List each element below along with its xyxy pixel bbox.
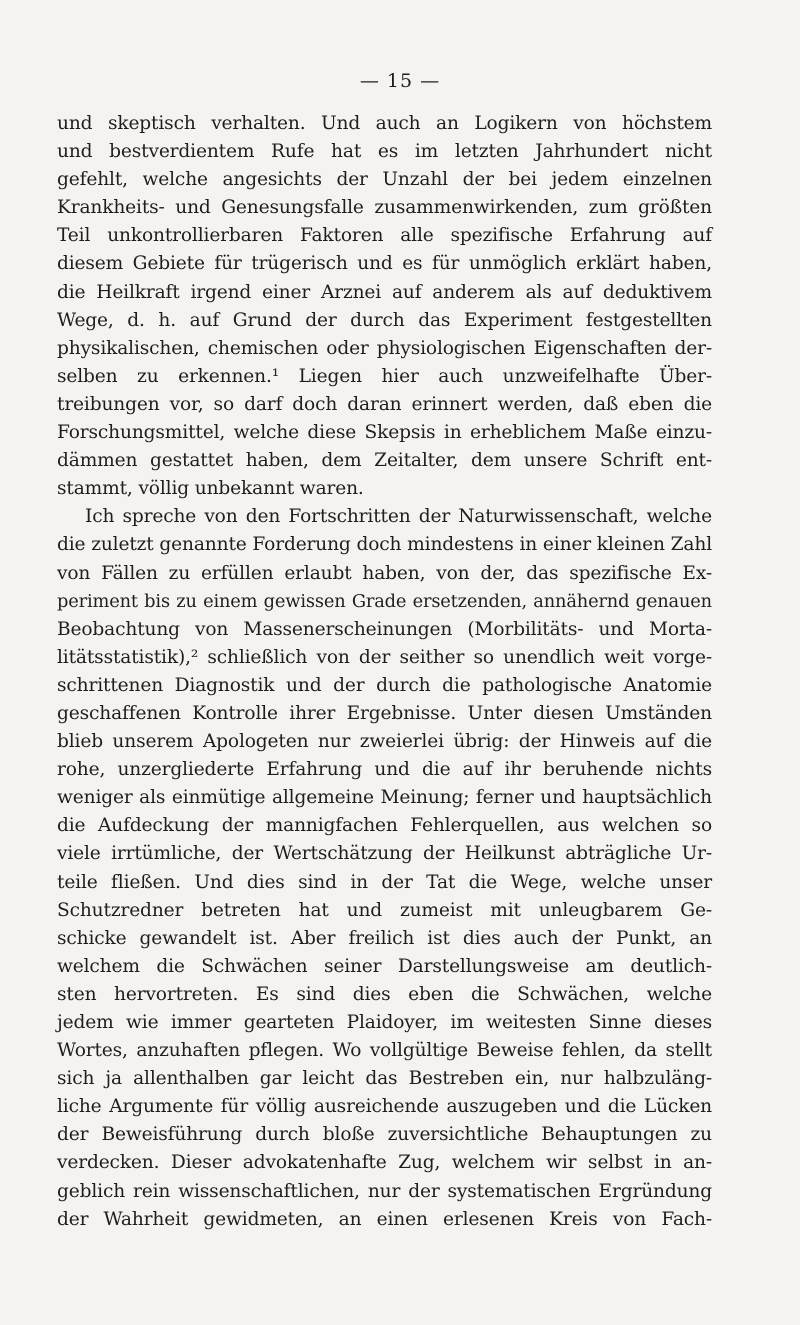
text-line: blieb unserem Apologeten nur zweierlei übrig: der Hinweis auf die [57, 731, 712, 753]
text-line: die zuletzt genannte Forderung doch mindestens in einer kleinen Zahl [57, 534, 712, 556]
text-line: der Beweisführung durch bloße zuversichtliche Behauptungen zu [57, 1124, 712, 1146]
text-line: teile fließen. Und dies sind in der Tat die Wege, welche unser [57, 871, 712, 893]
text-line: sich ja allenthalben gar leicht das Bestreben ein, nur halbzuläng- [57, 1068, 712, 1090]
text-line: geschaffenen Kontrolle ihrer Ergebnisse. Unter diesen Umständen [57, 702, 712, 724]
text-line: litätsstatistik),² schließlich von der seither so unendlich weit vorge- [57, 646, 712, 668]
text-line: geblich rein wissenschaftlichen, nur der systematischen Ergründung [57, 1180, 712, 1202]
text-line: rohe, unzergliederte Erfahrung und die auf ihr beruhende nichts [57, 759, 712, 781]
text-line: jedem wie immer gearteten Plaidoyer, im weitesten Sinne dieses [57, 1012, 712, 1033]
text-line: sten hervortreten. Es sind dies eben die Schwächen, welche [57, 983, 712, 1005]
text-line: welchem die Schwächen seiner Darstellungsweise am deutlich- [57, 955, 712, 977]
text-line: viele irrtümliche, der Wertschätzung der Heilkunst abträgliche Ur- [57, 843, 712, 865]
text-line: der Wahrheit gewidmeten, an einen erlesenen Kreis von Fach- [57, 1208, 712, 1230]
text-line: Schutzredner betreten hat und zumeist mit unleugbarem Ge- [57, 899, 712, 921]
text-line: stammt, völlig unbekannt waren. [57, 478, 364, 500]
text-line: Forschungsmittel, welche diese Skepsis in erheblichem Maße einzu- [57, 422, 712, 444]
text-line: dämmen gestattet haben, dem Zeitalter, dem unsere Schrift ent- [57, 450, 712, 472]
text-line: periment bis zu einem gewissen Grade ersetzenden, annähernd genauen [57, 590, 712, 612]
text-line: die Heilkraft irgend einer Arznei auf anderem als auf deduktivem [57, 281, 712, 303]
text-line: Beobachtung von Massenerscheinungen (Morbilitäts- und Morta- [57, 618, 712, 640]
text-line: schrittenen Diagnostik und der durch die pathologische Anatomie [57, 674, 712, 696]
page-number: — 15 — [359, 70, 441, 92]
text-line: Teil unkontrollierbaren Faktoren alle spezifische Erfahrung auf [57, 225, 712, 247]
text-line: und bestverdientem Rufe hat es im letzten Jahrhundert nicht [57, 141, 712, 163]
text-line: weniger als einmütige allgemeine Meinung; ferner und hauptsächlich [57, 787, 712, 809]
text-line: Wege, d. h. auf Grund der durch das Experiment festgestellten [57, 309, 712, 331]
text-line: Wortes, anzuhaften pflegen. Wo vollgültige Beweise fehlen, da stellt [57, 1040, 712, 1062]
text-line: die Aufdeckung der mannigfachen Fehlerquellen, aus welchen so [57, 815, 712, 837]
text-line: physikalischen, chemischen oder physiologischen Eigenschaften der- [57, 337, 712, 359]
text-line: von Fällen zu erfüllen erlaubt haben, von der, das spezifische Ex- [57, 562, 712, 584]
text-line: und skeptisch verhalten. Und auch an Logikern von höchstem [57, 113, 712, 134]
body-text [57, 110, 712, 1234]
text-line: Krankheits- und Genesungsfalle zusammenwirkenden, zum größten [57, 197, 712, 219]
text-line: diesem Gebiete für trügerisch und es für unmöglich erklärt haben, [57, 253, 712, 275]
text-line: gefehlt, welche angesichts der Unzahl der bei jedem einzelnen [57, 169, 712, 191]
text-line: schicke gewandelt ist. Aber freilich ist dies auch der Punkt, an [57, 927, 712, 949]
text-line: treibungen vor, so darf doch daran erinnert werden, daß eben die [57, 393, 712, 415]
text-line: verdecken. Dieser advokatenhafte Zug, welchem wir selbst in an- [57, 1152, 712, 1174]
text-line: liche Argumente für völlig ausreichende auszugeben und die Lücken [57, 1096, 712, 1118]
text-line: selben zu erkennen.¹ Liegen hier auch unzweifelhafte Über- [57, 365, 712, 387]
text-line: Ich spreche von den Fortschritten der Naturwissenschaft, welche [85, 506, 712, 528]
